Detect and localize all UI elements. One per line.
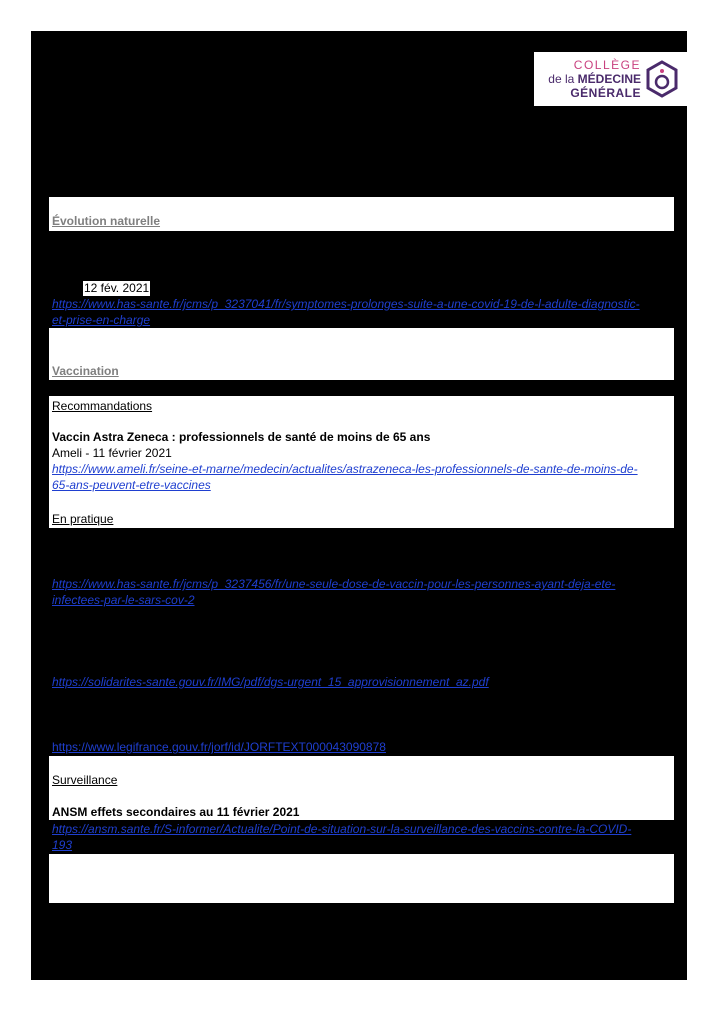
en-pratique-label: En pratique	[52, 512, 114, 526]
recommandations-label: Recommandations	[52, 399, 153, 413]
astra-title: Vaccin Astra Zeneca : professionnels de santé de moins de 65 ans	[52, 430, 431, 444]
logo-line-generale: GÉNÉRALE	[570, 86, 641, 100]
cmg-hexagon-icon	[645, 60, 679, 98]
ansm-title: ANSM effets secondaires au 11 février 2021	[52, 805, 300, 819]
has-vaccin-link[interactable]: https://www.has-sante.fr/jcms/p_3237456/fr/une-seule-dose-de-vaccin-pour-les-personnes-ayant-deja-ete-	[52, 577, 616, 591]
logo-line-medecine: de la MÉDECINE	[548, 72, 641, 86]
blank-box	[49, 854, 674, 903]
legifrance-link[interactable]: https://www.legifrance.gouv.fr/jorf/id/JORFTEXT000043090878	[52, 740, 386, 754]
ameli-link-cont[interactable]: 65-ans-peuvent-etre-vaccines	[52, 478, 211, 492]
has-symptomes-link-cont[interactable]: et-prise-en-charge	[52, 313, 151, 327]
dgs-urgent-link[interactable]: https://solidarites-sante.gouv.fr/IMG/pdf/dgs-urgent_15_approvisionnement_az.pdf	[52, 675, 489, 689]
evolution-date: 12 fév. 2021	[84, 281, 150, 295]
vaccination-heading: Vaccination	[52, 364, 119, 378]
surveillance-label: Surveillance	[52, 773, 118, 787]
college-medecine-generale-logo	[534, 52, 687, 106]
astra-source: Ameli - 11 février 2021	[52, 446, 172, 460]
ansm-link-cont[interactable]: 193	[52, 838, 73, 852]
ansm-link[interactable]: https://ansm.sante.fr/S-informer/Actualite/Point-de-situation-sur-la-surveillance-des-vaccins-contre-la-COVID-	[52, 822, 632, 836]
has-symptomes-link[interactable]: https://www.has-sante.fr/jcms/p_3237041/fr/symptomes-prolonges-suite-a-une-covid-19-de-l-adulte-diagnostic-	[52, 297, 640, 311]
vaccination-heading-box	[49, 328, 674, 380]
has-vaccin-link-cont[interactable]: infectees-par-le-sars-cov-2	[52, 593, 195, 607]
evolution-heading: Évolution naturelle	[52, 214, 161, 228]
ameli-link[interactable]: https://www.ameli.fr/seine-et-marne/medecin/actualites/astrazeneca-les-professionnels-de-sante-de-moins-de-	[52, 462, 638, 476]
logo-line-college: COLLÈGE	[573, 58, 641, 72]
